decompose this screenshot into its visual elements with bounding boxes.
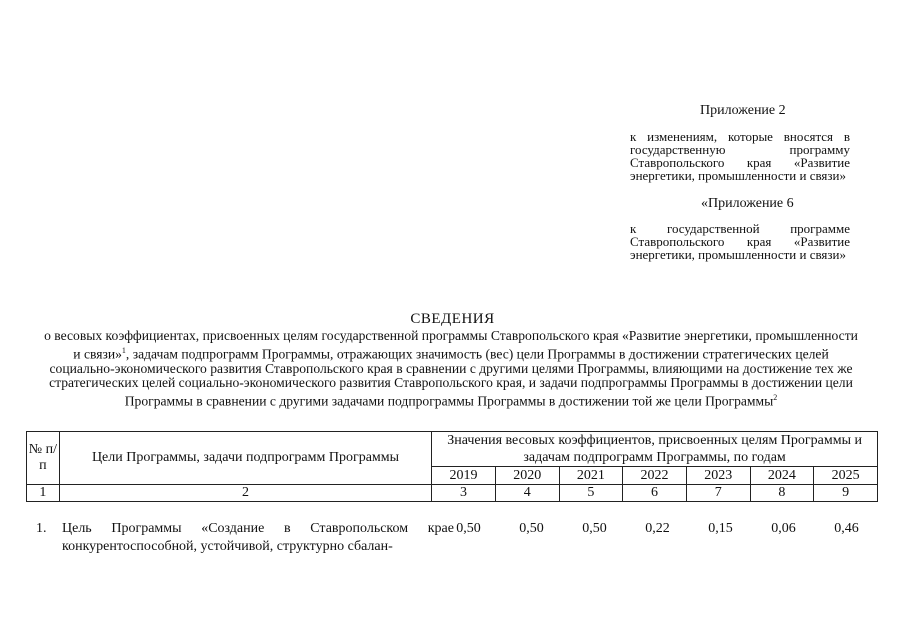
- header-goals: Цели Программы, задачи подпрограмм Программы: [59, 432, 431, 485]
- header-year: 2022: [623, 467, 687, 485]
- appendix-note: к изменениям, которые вносятся в государственную программу Ставропольского края «Развитие энергетики, промышленности и связи»: [630, 129, 850, 183]
- column-number: 1: [27, 485, 60, 502]
- weights-table: [26, 431, 878, 502]
- header-year: 2021: [559, 467, 623, 485]
- row-value: 0,22: [645, 521, 670, 536]
- column-number: 5: [559, 485, 623, 502]
- header-year: 2025: [814, 467, 878, 485]
- appendix-title: Приложение 2: [700, 103, 786, 118]
- intro-part2: , задачам подпрограмм Программы, отражающих значимость (вес) цели Программы в достижении стратегических целей социально-экономического развития Ставропольского края в сравнении с другими целями Программы, влияющими на достижение тех же стратегических целей социально-экономического развития Ставропольского края, и задачи подпрограммы Программы в достижении цели Программы в сравнении с другими задачами подпрограммы Программы в достижении той же цели Программы: [49, 346, 853, 409]
- header-number: № п/п: [27, 432, 60, 485]
- intro-part1: о весовых коэффициентах, присвоенных целям государственной программы Ставропольского края «Развитие энергетики, промышленности и связи»: [44, 328, 858, 362]
- header-year: 2019: [432, 467, 496, 485]
- appendix6-note: к государственной программе Ставропольского края «Развитие энергетики, промышленности и связи»: [630, 221, 850, 262]
- header-year: 2024: [750, 467, 814, 485]
- row-value: 0,06: [771, 521, 796, 536]
- footnote-marker-1: 1: [121, 345, 126, 355]
- header-weights-group: Значения весовых коэффициентов, присвоенных целям Программы и задачам подпрограмм Программы, по годам: [432, 432, 878, 467]
- row-value: 0,46: [834, 521, 859, 536]
- row-value: 0,50: [582, 521, 607, 536]
- document-heading: СВЕДЕНИЯ: [410, 311, 495, 327]
- row-number: 1.: [36, 521, 47, 536]
- column-number: 3: [432, 485, 496, 502]
- column-number: 4: [495, 485, 559, 502]
- table-header-row: [27, 432, 878, 467]
- footnote-marker-2: 2: [773, 392, 778, 402]
- column-number: 9: [814, 485, 878, 502]
- column-number: 6: [623, 485, 687, 502]
- column-number: 7: [686, 485, 750, 502]
- appendix6-title: «Приложение 6: [701, 196, 794, 211]
- table-column-numbers-row: [27, 485, 878, 502]
- row-goal-text: Цель Программы «Создание в Ставропольском крае конкурентоспособной, устойчивой, структурно сбалан-: [62, 521, 454, 554]
- header-year: 2020: [495, 467, 559, 485]
- row-value: 0,15: [708, 521, 733, 536]
- column-number: 8: [750, 485, 814, 502]
- column-number: 2: [59, 485, 431, 502]
- header-year: 2023: [686, 467, 750, 485]
- document-intro: [40, 329, 862, 409]
- row-value: 0,50: [519, 521, 544, 536]
- row-value: 0,50: [456, 521, 481, 536]
